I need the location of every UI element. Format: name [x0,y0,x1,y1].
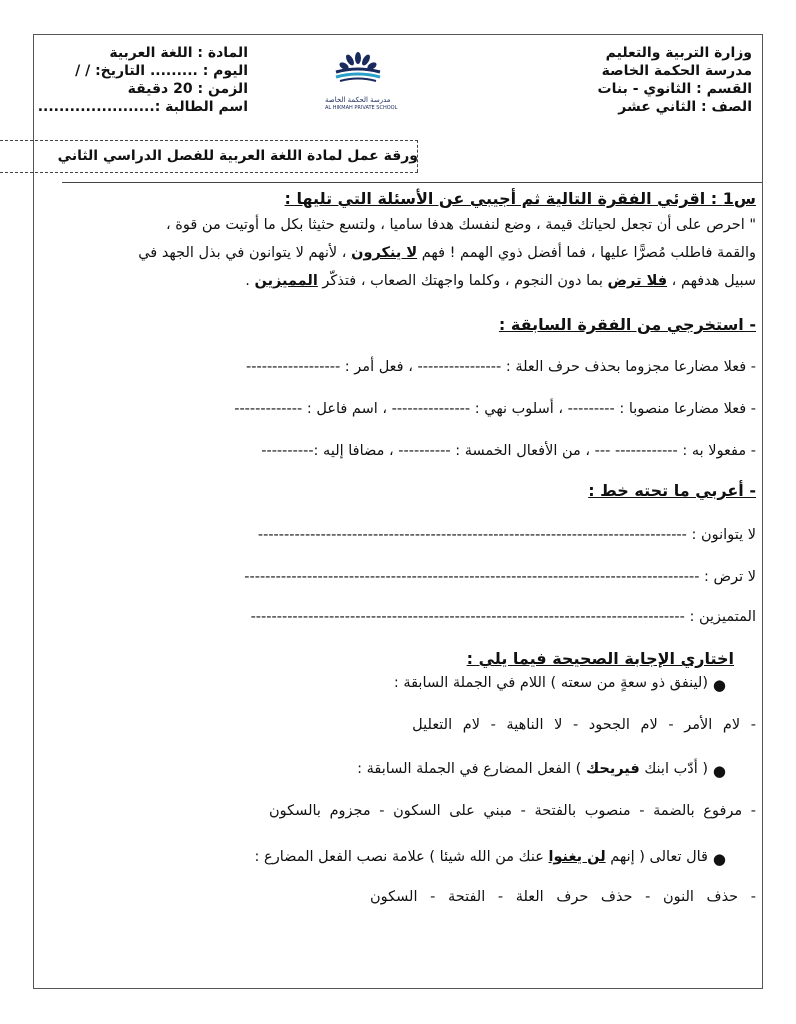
underlined-almumayyazin: المميزين [254,273,318,289]
subject: المادة : اللغة العربية [109,45,248,61]
date-line: اليوم : ......... التاريخ: / / [75,63,248,79]
grade: الصف : الثاني عشر [618,99,752,115]
paragraph-line-1: " احرص على أن تجعل لحياتك قيمة ، وضع لنفسك هدفا ساميا ، ولتسع حثيثا بكل ما أوتيت من قوة ، [165,217,756,233]
school-logo [322,48,394,98]
choose-q2 [357,756,708,782]
choose-q1: (لينفق ذو سعةٍ من سعته ) اللام في الجملة السابقة : [393,675,708,691]
extract-line-2: - فعلا مضارعا منصوبا : --------- ، أسلوب نهي : --------------- ، اسم فاعل : ------------- [234,401,756,417]
choose-q3 [255,844,708,870]
underlined-fala-tarda: فلا ترض [607,273,668,289]
paragraph-text: سبيل هدفهم ، [667,273,756,289]
bullet-icon: ● [712,676,726,694]
q3-text: عنك من الله شيئا ) علامة نصب الفعل المضارع : [254,849,549,865]
bullet-icon: ● [712,850,726,868]
q2-text: ( أدّب ابنك [639,761,708,777]
time-limit: الزمن : 20 دقيقة [127,81,248,97]
logo-caption-en: AL HIKMAH PRIVATE SCHOOL [325,105,398,111]
q3-underlined: لن يغنوا [548,849,606,865]
parse-item-1: لا يتوانون : ---------------------------------------------------------------------------------- [257,527,756,543]
q2-text: ) الفعل المضارع في الجملة السابقة : [357,761,586,777]
paragraph-text: ، لأنهم لا يتوانون في بذل الجهد في [138,245,352,261]
title-dash-top [0,140,418,141]
choose-title: اختاري الإجابة الصحيحة فيما يلي : [466,649,734,668]
header-rule [62,182,762,183]
ministry-name: وزارة التربية والتعليم [605,45,752,61]
extract-line-3: - مفعولا به : ------------ --- ، من الأفعال الخمسة : ---------- ، مضافا إليه :---------- [261,443,756,459]
header-right-block [598,44,752,116]
choose-q3-options: - حذف النون - حذف حرف العلة - الفتحة - السكون [369,889,756,905]
extract-title: - استخرجي من الفقرة السابقة : [498,315,756,334]
q2-bold-word: فيريحك [585,761,640,777]
underlined-lā-yankirūn: لا ينكرون [351,245,418,261]
logo-caption: مدرسة الحكمة الخاصة [325,96,391,104]
paragraph-text: بما دون النجوم ، وكلما واجهتك الصعاب ، فتذكّر [317,273,608,289]
q3-text: قال تعالى ( إنهم [605,849,708,865]
q1-title: س1 : اقرئي الفقرة التالية ثم أجيبي عن الأسئلة التي تليها : [284,189,756,208]
student-name-field: اسم الطالبة :...................... [37,99,248,115]
title-dash-bottom [0,172,418,173]
paragraph-text: . [245,273,255,289]
bullet-icon: ● [712,762,726,780]
parse-item-3: المتميزين : ----------------------------------------------------------------------------------- [250,609,756,625]
parse-title: - أعربي ما تحته خط : [588,481,756,500]
school-name: مدرسة الحكمة الخاصة [601,63,752,79]
header-left-block [38,44,248,116]
department: القسم : الثانوي - بنات [597,81,752,97]
worksheet-title: ورقة عمل لمادة اللغة العربية للفصل الدراسي الثاني [57,148,418,164]
choose-q1-options: - لام الأمر - لام الجحود - لا الناهية - لام التعليل [412,717,756,733]
parse-item-2: لا ترض : --------------------------------------------------------------------------------------- [244,569,756,585]
paragraph-line-3 [245,268,756,294]
paragraph-line-2 [138,240,756,266]
choose-q2-options: - مرفوع بالضمة - منصوب بالفتحة - مبني على السكون - مجزوم بالسكون [269,803,756,819]
paragraph-text: والقمة فاطلب مُصرًّا عليها ، فما أفضل ذوي الهمم ! فهم [417,245,756,261]
extract-line-1: - فعلا مضارعا مجزوما بحذف حرف العلة : ---------------- ، فعل أمر : ------------------ [246,359,756,375]
